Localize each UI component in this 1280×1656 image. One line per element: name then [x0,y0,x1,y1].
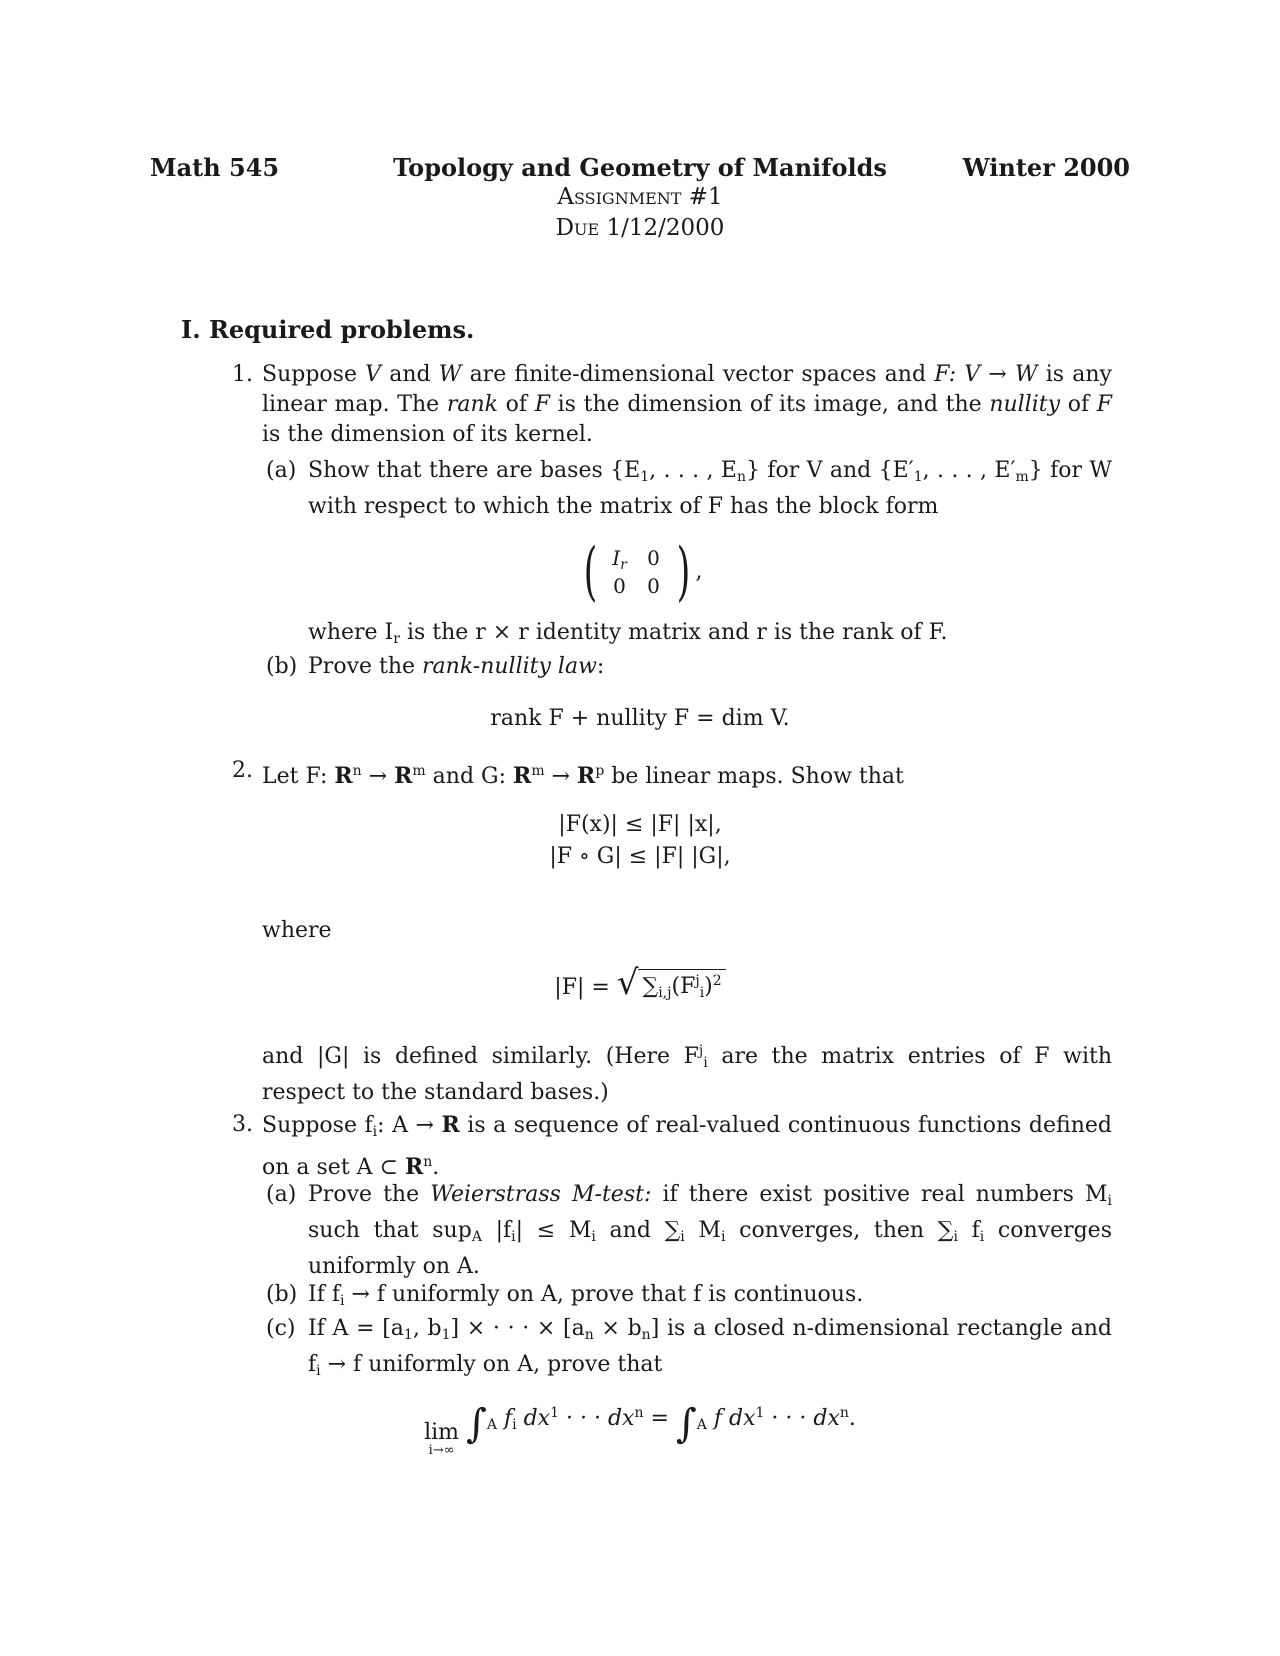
limit-integral-equation: lim i→∞ $\int_A$ $f_i$ $dx^1$ · · · $dx^n = \int_A$ f $dx^1$ · · · $dx^n$. [424,1401,856,1458]
course-title: Topology and Geometry of Manifolds [393,153,887,182]
part-label: (a) [266,1182,297,1207]
part-label: (b) [266,654,298,679]
problem-number: 2. [232,758,253,783]
norm-note: and |G| is defined similarly. (Here $F^j_i$ are the matrix entries of F with respect to the standard bases.) [262,1043,1112,1105]
part-label: (c) [266,1316,296,1341]
problem-1a-text: Show that there are bases {$E_1$, . . . , $E_n$} for V and {$E'_1$, . . . , $E'_m$} for W with respect to which the matrix of F has the block form [308,458,1112,519]
problem-1-statement: Suppose V and W are finite-dimensional vector spaces and F: V → W is any linear map. The rank of F is the dimension of its image, and the nullity of F is the dimension of its kernel. [262,362,1113,447]
problem-number: 3. [232,1112,253,1137]
problem-number: 1. [232,362,253,387]
inequality-2: |F ∘ G| ≤ |F| |G|, [549,844,731,869]
problem-2-statement: Let F: $R^n \to R^m$ and G: $R^m \to R^p$ be linear maps. Show that [262,763,904,789]
problem-3a-text: Prove the Weierstrass M-test: if there exist positive real numbers $M_i$ such that sup$_A$ $|f_i| \le M_i$ and $\sum_i$ $M_i$ converges, then $\sum_i$ $f_i$ converges uniformly on A. [308,1182,1112,1279]
term: Winter 2000 [962,153,1130,182]
problem-3c-text: If $A = [a_1$, $b_1$] × · · · × $[a_n \times b_n]$ is a closed n-dimensional rectangle and $f_i \to f$ uniformly on A, prove that [308,1316,1112,1379]
section-title: I. Required problems. [181,315,475,344]
problem-1b-text: Prove the rank-nullity law: [308,654,605,679]
course-number: Math 545 [150,153,280,182]
norm-definition: |F| = √ $\sum_{i,j}(F^j_i)^2$ [0,966,1280,1000]
matrix-explanation: where $I_r$ is the r × r identity matrix and r is the rank of F. [308,620,948,647]
part-label: (b) [266,1282,298,1307]
problem-3-statement: Suppose $f_i$: A → R is a sequence of real-valued continuous functions defined on a set A ⊂ $R^n$. [262,1112,1112,1180]
problem-3b-text: If $f_i \to f$ uniformly on A, prove that f is continuous. [308,1282,864,1309]
block-matrix: ( $I_r$ 0 0 0 ) , [583,535,703,609]
part-label: (a) [266,458,297,483]
where-label: where [262,918,332,943]
rank-nullity-equation: rank F + nullity F = dim V. [490,706,790,731]
due-date: Due 1/12/2000 [555,215,725,241]
assignment-label: Assignment #1 [557,184,723,210]
inequality-1: |F(x)| ≤ |F| |x|, [558,812,722,837]
